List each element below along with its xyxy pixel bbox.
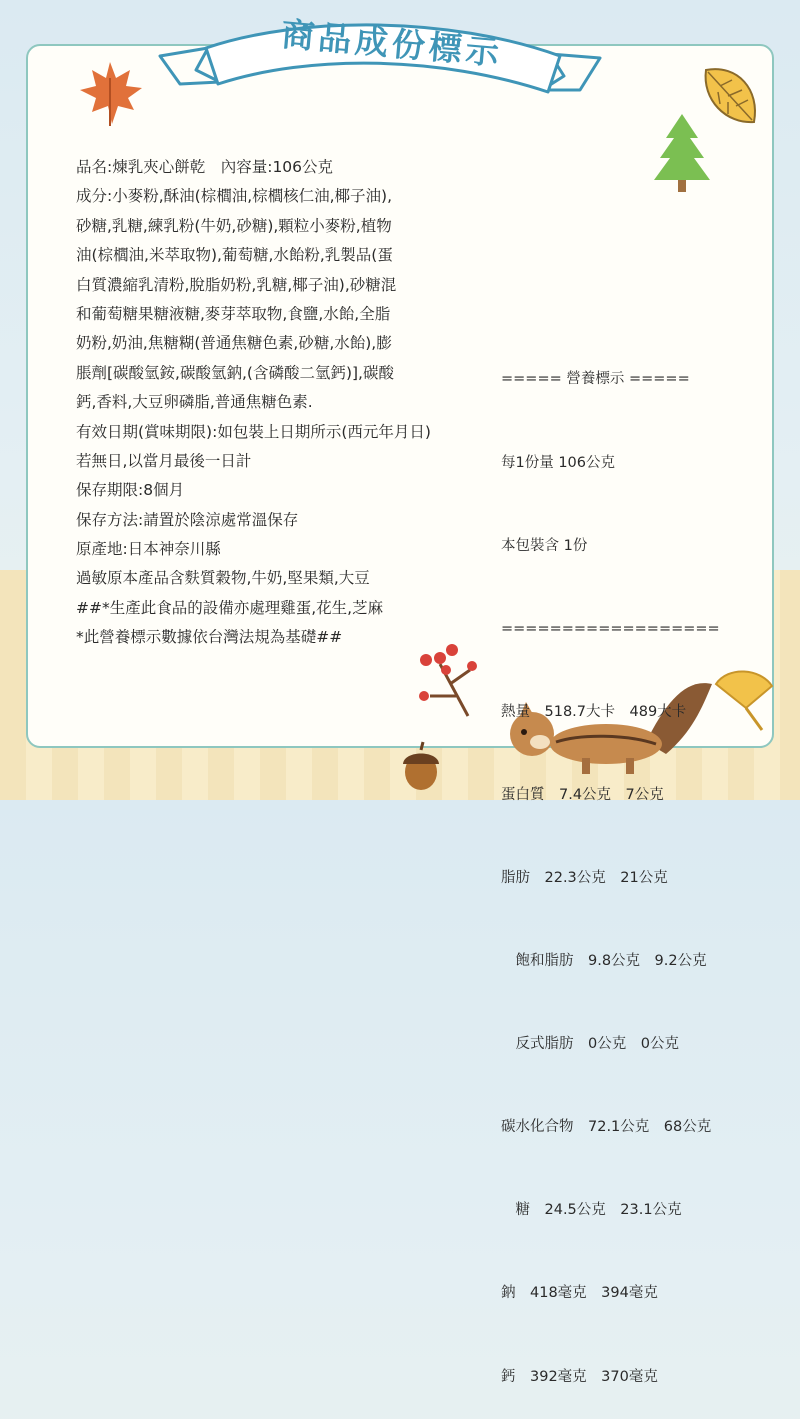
nutrition-divider: ================== xyxy=(501,620,720,637)
info-line: ##*生產此食品的設備亦處理雞蛋,花生,芝麻 xyxy=(76,598,384,617)
info-line: 成分:小麥粉,酥油(棕櫚油,棕櫚核仁油,椰子油), xyxy=(76,187,393,206)
nutrition-row: 脂肪 22.3公克 21公克 xyxy=(501,869,668,886)
tree-icon xyxy=(650,110,714,194)
nutrition-row: 碳水化合物 72.1公克 68公克 xyxy=(501,1119,712,1136)
acorn-icon xyxy=(398,740,444,794)
info-line: 有效日期(賞味期限):如包裝上日期所示(西元年月日) xyxy=(76,422,431,441)
info-line: 油(棕櫚油,米萃取物),葡萄糖,水飴粉,乳製品(蛋 xyxy=(76,246,393,265)
info-line: *此營養標示數據依台灣法規為基礎## xyxy=(76,628,343,647)
info-line: 白質濃縮乳清粉,脫脂奶粉,乳糖,椰子油),砂糖混 xyxy=(76,275,397,294)
nutrition-row: 飽和脂肪 9.8公克 9.2公克 xyxy=(501,953,707,970)
info-line: 原產地:日本神奈川縣 xyxy=(76,540,221,559)
nutrition-row: 蛋白質 7.4公克 7公克 xyxy=(501,786,664,803)
nutrition-row: 反式脂肪 0公克 0公克 xyxy=(501,1036,679,1053)
nutrition-row: 鈣 392毫克 370毫克 xyxy=(501,1368,658,1385)
berry-branch-icon xyxy=(410,640,500,730)
nutrition-header: ===== 營養標示 ===== xyxy=(501,371,690,388)
maple-leaf-icon xyxy=(74,58,146,130)
info-line: 和葡萄糖果糖液糖,麥芽萃取物,食鹽,水飴,全脂 xyxy=(76,304,391,323)
product-info xyxy=(76,153,496,653)
info-line: 奶粉,奶油,焦糖糊(普通焦糖色素,砂糖,水飴),膨 xyxy=(76,334,392,353)
nutrition-row: 鈉 418毫克 394毫克 xyxy=(501,1285,658,1302)
page-title: 商品成份標示 xyxy=(279,14,505,73)
nutrition-row: 糖 24.5公克 23.1公克 xyxy=(501,1202,682,1219)
info-line: 過敏原本產品含麩質穀物,牛奶,堅果類,大豆 xyxy=(76,569,370,588)
nutrition-table xyxy=(501,311,791,1419)
info-line: 保存期限:8個月 xyxy=(76,481,185,500)
servings-per-package: 本包裝含 1份 xyxy=(501,537,588,554)
info-line: 脹劑[碳酸氫銨,碳酸氫鈉,(含磷酸二氫鈣)],碳酸 xyxy=(76,363,394,382)
nutrition-row: 熱量 518.7大卡 489大卡 xyxy=(501,703,687,720)
info-line: 品名:煉乳夾心餅乾 內容量:106公克 xyxy=(76,158,334,176)
info-line: 砂糖,乳糖,練乳粉(牛奶,砂糖),顆粒小麥粉,植物 xyxy=(76,216,392,235)
info-line: 保存方法:請置於陰涼處常溫保存 xyxy=(76,510,299,529)
serving-size: 每1份量 106公克 xyxy=(501,454,616,471)
info-line: 若無日,以當月最後一日計 xyxy=(76,451,252,470)
info-line: 鈣,香料,大豆卵磷脂,普通焦糖色素. xyxy=(76,393,313,412)
